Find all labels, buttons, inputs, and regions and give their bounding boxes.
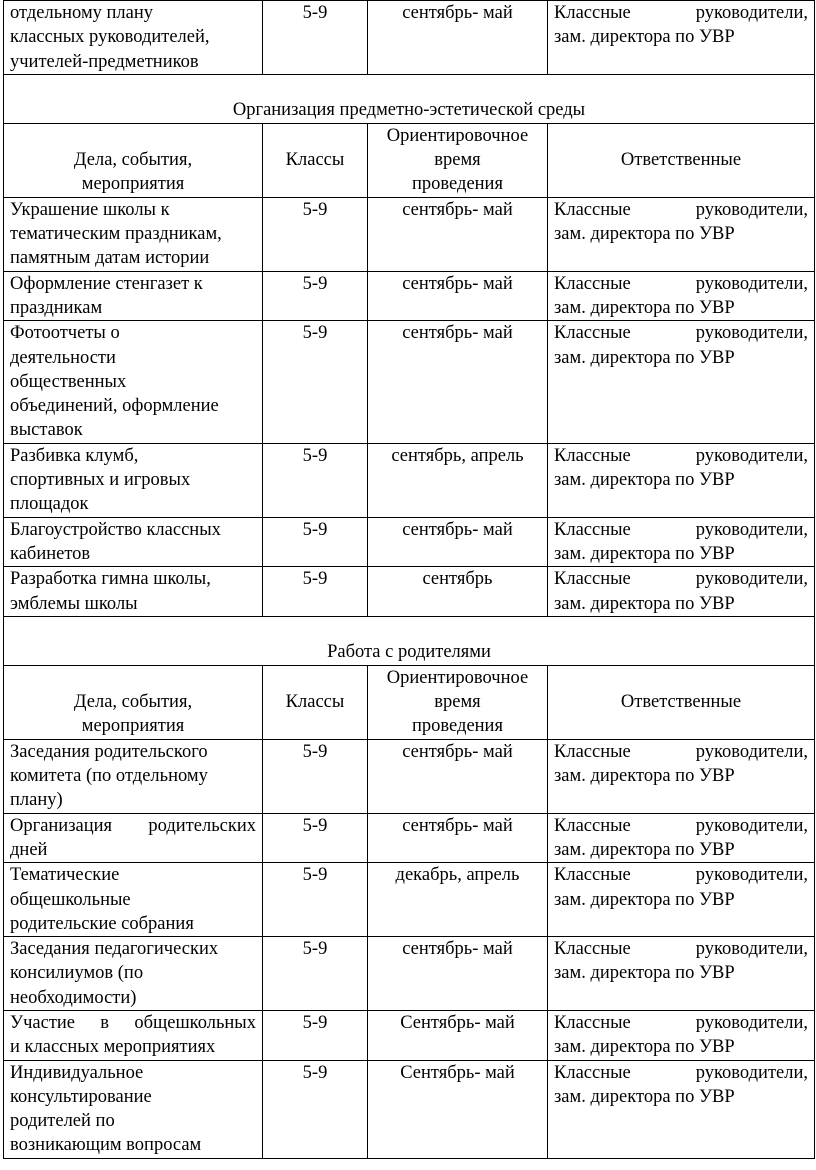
header-time [368, 123, 548, 197]
responsible-line: Классные руководители, [554, 3, 808, 23]
cell-text-line: кабинетов [10, 543, 91, 564]
cell-text-line: тематическим праздникам, [10, 224, 222, 245]
time-cell: сентябрь- май [368, 739, 548, 813]
responsible-line: Классные руководители, [554, 865, 808, 886]
responsible-line: зам. директора по УВР [554, 347, 735, 368]
header-text-line: проведения [412, 716, 503, 737]
classes-cell: 5-9 [263, 517, 368, 567]
section-row [4, 616, 815, 665]
classes-cell: 5-9 [263, 567, 368, 617]
responsible-cell [548, 443, 815, 517]
document-page [3, 0, 814, 1159]
time-cell: сентябрь, апрель [368, 443, 548, 517]
responsible-line: Классные руководители, [554, 199, 808, 220]
table-row [4, 1060, 815, 1158]
time-cell: сентябрь- май [368, 271, 548, 321]
event-cell [4, 1060, 263, 1158]
cell-text-line: выставок [10, 420, 83, 441]
cell-text-line: праздникам [10, 297, 103, 318]
time-cell: сентябрь- май [368, 1, 548, 75]
cell-text-line: деятельности [10, 347, 116, 368]
responsible-line: зам. директора по УВР [554, 889, 735, 910]
cell-text-line: Заседания родительского [10, 741, 208, 762]
header-classes: Классы [263, 123, 368, 197]
time-cell: декабрь, апрель [368, 863, 548, 937]
header-text-line: Дела, события, [73, 692, 193, 713]
responsible-line: зам. директора по УВР [554, 297, 735, 318]
section-title: Организация предметно-эстетической среды [4, 74, 815, 123]
header-responsible: Ответственные [548, 665, 815, 739]
header-text-line: мероприятия [81, 174, 185, 195]
classes-cell: 5-9 [263, 1060, 368, 1158]
responsible-cell [548, 863, 815, 937]
event-cell [4, 1, 263, 75]
table-row [4, 1, 815, 75]
header-classes: Классы [263, 665, 368, 739]
responsible-cell [548, 813, 815, 863]
cell-text-line: объединений, оформление [10, 396, 219, 417]
classes-cell: 5-9 [263, 863, 368, 937]
responsible-line: зам. директора по УВР [554, 27, 735, 48]
event-cell [4, 443, 263, 517]
time-cell: сентябрь- май [368, 517, 548, 567]
table-row [4, 517, 815, 567]
classes-cell: 5-9 [263, 321, 368, 443]
cell-text-line: Тематические [10, 865, 120, 886]
plan-table [3, 0, 815, 1159]
header-text-line: время [434, 692, 481, 713]
cell-text-line: Разбивка клумб, [10, 445, 139, 466]
header-text-line: мероприятия [81, 716, 185, 737]
event-cell [4, 813, 263, 863]
cell-text-line: плану) [10, 790, 63, 811]
table-row [4, 937, 815, 1011]
cell-text-line: Разработка гимна школы, [10, 569, 211, 590]
cell-text-line: комитета (по отдельному [10, 766, 208, 787]
section-title: Работа с родителями [4, 616, 815, 665]
event-cell [4, 567, 263, 617]
responsible-line: зам. директора по УВР [554, 470, 735, 491]
responsible-line: зам. директора по УВР [554, 1086, 735, 1107]
responsible-line: зам. директора по УВР [554, 766, 735, 787]
responsible-line: Классные руководители, [554, 939, 808, 960]
cell-text-line: площадок [10, 494, 89, 515]
cell-text-line: Участие в общешкольных [10, 1012, 256, 1033]
table-row [4, 321, 815, 443]
cell-text-line: родителей по [10, 1111, 115, 1132]
time-cell: Сентябрь- май [368, 1010, 548, 1060]
header-text-line: Ориентировочное [386, 667, 529, 688]
cell-text-line: Индивидуальное [10, 1062, 144, 1083]
header-responsible: Ответственные [548, 123, 815, 197]
cell-text-line: дней [10, 839, 48, 860]
header-text-line: проведения [412, 174, 503, 195]
cell-text-line: общешкольные [10, 889, 131, 910]
cell-text-line: консультирование [10, 1086, 152, 1107]
responsible-cell [548, 1, 815, 75]
event-cell [4, 937, 263, 1011]
event-cell [4, 271, 263, 321]
responsible-line: Классные руководители, [554, 273, 808, 294]
cell-text-line: спортивных и игровых [10, 470, 191, 491]
classes-cell: 5-9 [263, 937, 368, 1011]
plan-table-body [4, 1, 815, 1159]
table-row [4, 1010, 815, 1060]
responsible-cell [548, 937, 815, 1011]
header-text-line: Ориентировочное [386, 125, 529, 146]
responsible-line: Классные руководители, [554, 445, 808, 466]
responsible-line: зам. директора по УВР [554, 543, 735, 564]
time-cell: сентябрь- май [368, 321, 548, 443]
table-row [4, 443, 815, 517]
header-text-line: Дела, события, [73, 150, 193, 171]
responsible-line: зам. директора по УВР [554, 839, 735, 860]
cell-text-line: консилиумов (по [10, 963, 144, 984]
event-cell [4, 863, 263, 937]
cell-text-line: памятным датам истории [10, 248, 210, 269]
responsible-cell [548, 271, 815, 321]
responsible-line: зам. директора по УВР [554, 1037, 735, 1058]
event-cell [4, 1010, 263, 1060]
time-cell: сентябрь- май [368, 813, 548, 863]
responsible-line: зам. директора по УВР [554, 224, 735, 245]
table-row [4, 197, 815, 271]
header-events [4, 665, 263, 739]
responsible-cell [548, 739, 815, 813]
responsible-line: Классные руководители, [554, 1012, 808, 1033]
header-row [4, 123, 815, 197]
classes-cell: 5-9 [263, 1, 368, 75]
classes-cell: 5-9 [263, 197, 368, 271]
responsible-line: Классные руководители, [554, 741, 808, 762]
table-row [4, 567, 815, 617]
responsible-line: Классные руководители, [554, 1062, 808, 1083]
classes-cell: 5-9 [263, 739, 368, 813]
cell-text-line: и классных мероприятиях [10, 1037, 216, 1058]
responsible-line: Классные руководители, [554, 323, 808, 344]
table-row [4, 863, 815, 937]
cell-text-line: общественных [10, 371, 127, 392]
table-row [4, 739, 815, 813]
table-row [4, 271, 815, 321]
header-time [368, 665, 548, 739]
cell-text-line: Благоустройство классных [10, 519, 221, 540]
header-events [4, 123, 263, 197]
cell-text-line: Оформление стенгазет к [10, 273, 203, 294]
responsible-cell [548, 567, 815, 617]
cell-text-line: классных руководителей, [10, 27, 210, 48]
cell-text-line: Заседания педагогических [10, 939, 219, 960]
cell-text-line: Украшение школы к [10, 199, 170, 220]
section-row [4, 74, 815, 123]
responsible-line: Классные руководители, [554, 519, 808, 540]
cell-text-line: учителей-предметников [10, 51, 199, 72]
event-cell [4, 197, 263, 271]
time-cell: сентябрь [368, 567, 548, 617]
time-cell: сентябрь- май [368, 937, 548, 1011]
time-cell: Сентябрь- май [368, 1060, 548, 1158]
event-cell [4, 321, 263, 443]
cell-text-line: необходимости) [10, 987, 137, 1008]
responsible-line: Классные руководители, [554, 815, 808, 836]
responsible-line: зам. директора по УВР [554, 593, 735, 614]
cell-text-line: Организация родительских [10, 815, 256, 836]
cell-text-line: Фотоотчеты о [10, 323, 120, 344]
responsible-cell [548, 1010, 815, 1060]
time-cell: сентябрь- май [368, 197, 548, 271]
event-cell [4, 739, 263, 813]
classes-cell: 5-9 [263, 813, 368, 863]
cell-text-line: возникающим вопросам [10, 1135, 202, 1156]
event-cell [4, 517, 263, 567]
cell-text-line: родительские собрания [10, 913, 194, 934]
responsible-cell [548, 321, 815, 443]
table-row [4, 813, 815, 863]
classes-cell: 5-9 [263, 271, 368, 321]
header-row [4, 665, 815, 739]
responsible-line: зам. директора по УВР [554, 963, 735, 984]
responsible-cell [548, 1060, 815, 1158]
header-text-line: время [434, 150, 481, 171]
responsible-line: Классные руководители, [554, 569, 808, 590]
cell-text-line: отдельному плану [10, 3, 154, 23]
cell-text-line: эмблемы школы [10, 593, 138, 614]
classes-cell: 5-9 [263, 1010, 368, 1060]
classes-cell: 5-9 [263, 443, 368, 517]
responsible-cell [548, 197, 815, 271]
responsible-cell [548, 517, 815, 567]
